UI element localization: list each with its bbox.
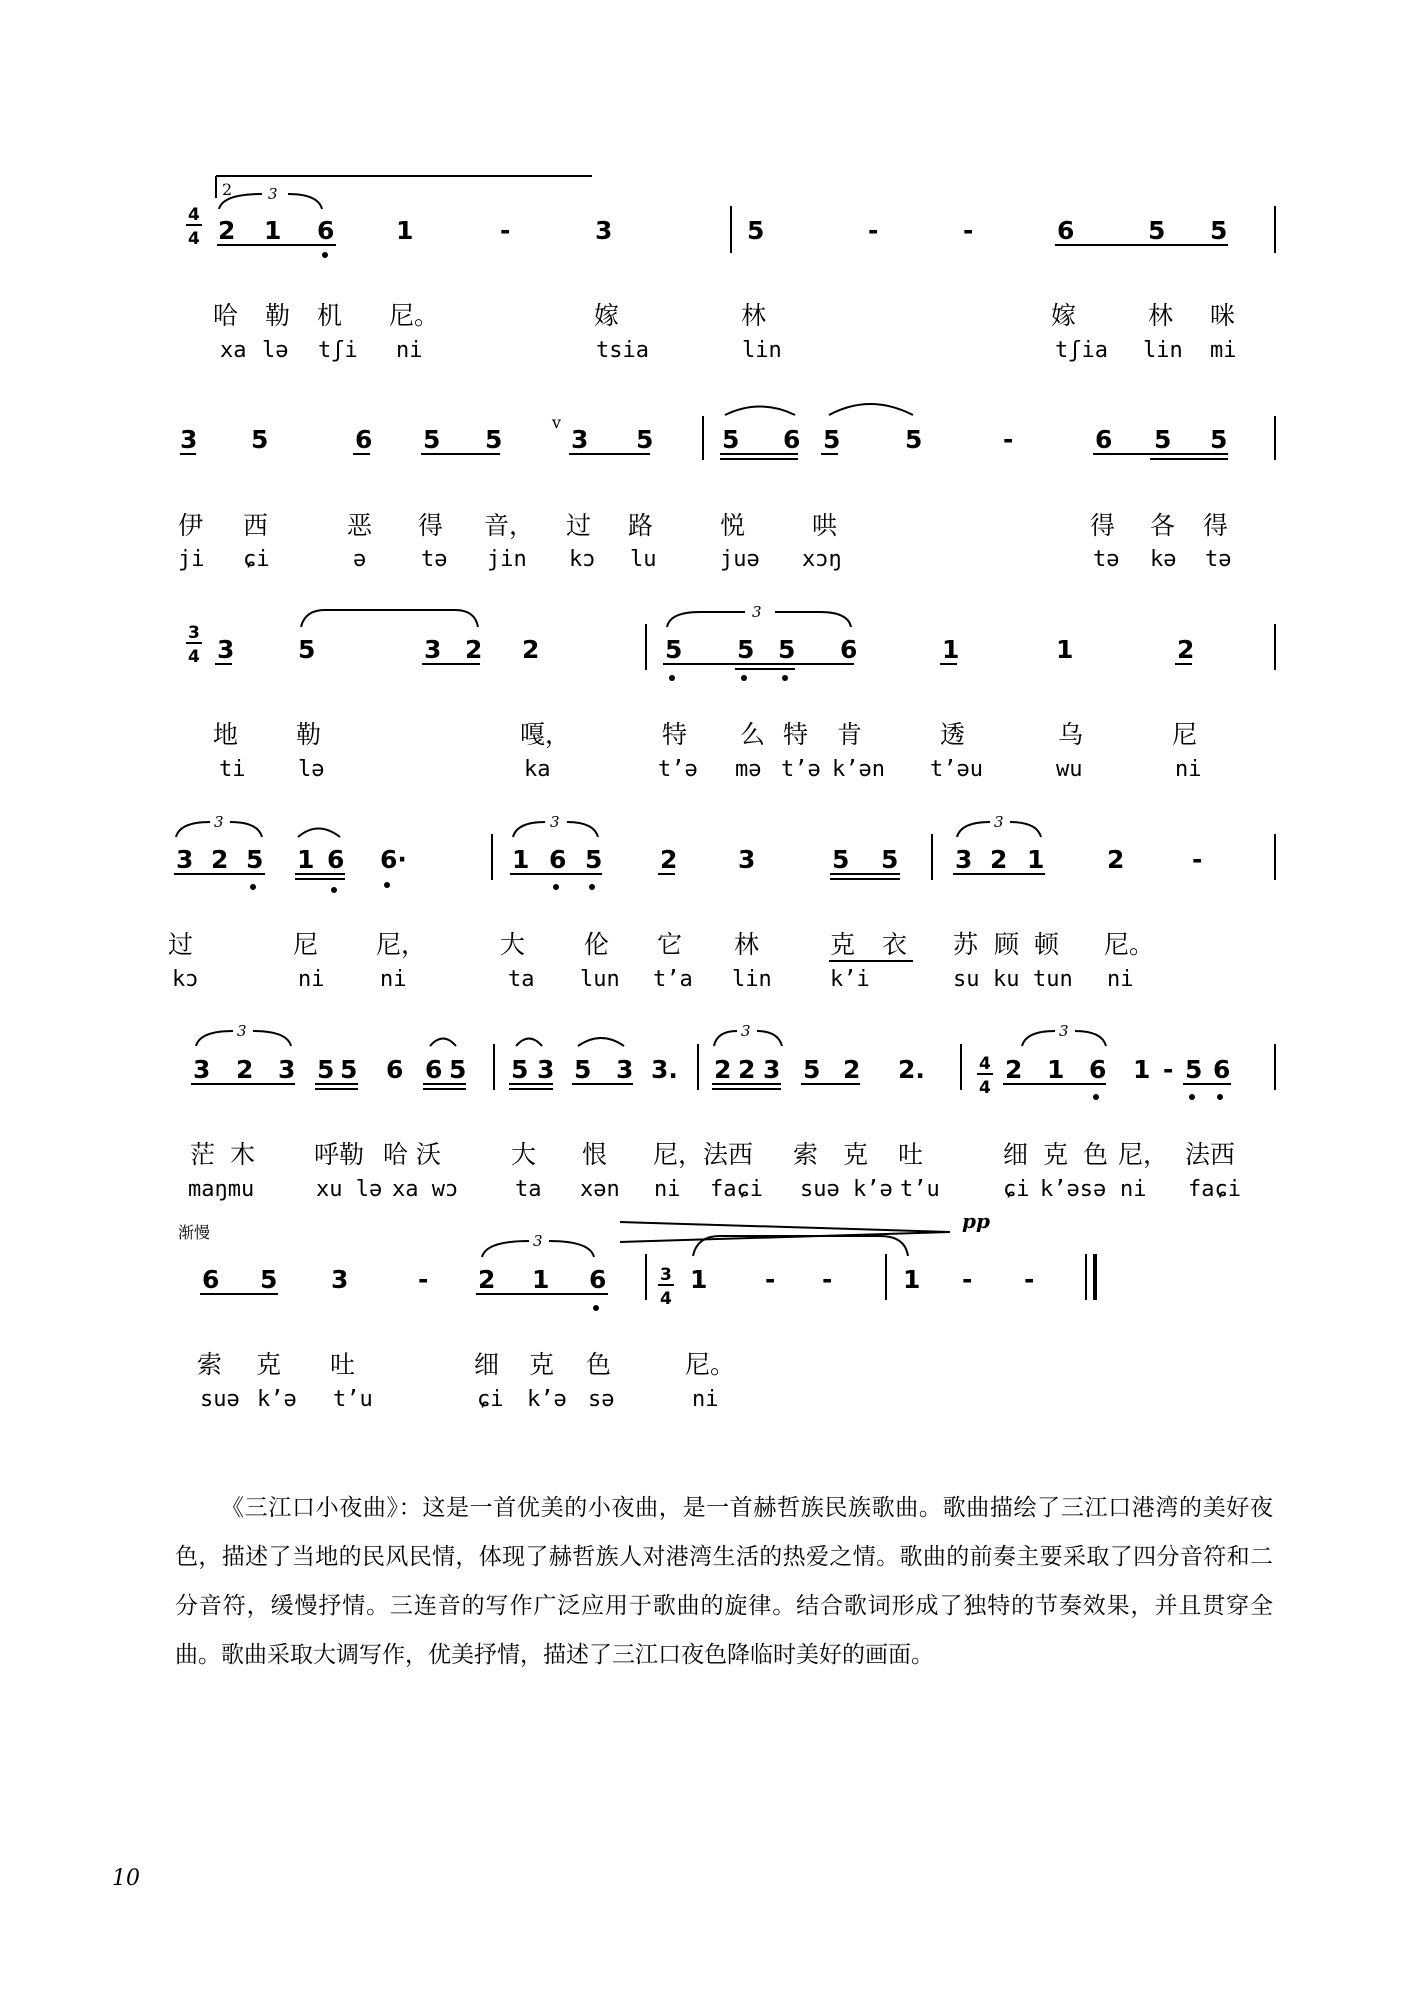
lyric: 么 xyxy=(740,720,766,749)
lyric: 过 xyxy=(566,511,592,540)
note: 6 xyxy=(386,1055,404,1084)
octave-dot xyxy=(322,252,328,258)
note: 3 xyxy=(571,425,589,454)
slur xyxy=(829,404,913,415)
triplet-bracket xyxy=(482,1241,529,1257)
note: 2 xyxy=(1107,845,1125,874)
note: 5 xyxy=(747,216,765,245)
note: 3 xyxy=(616,1055,634,1084)
octave-dot xyxy=(1217,1094,1223,1100)
note: 5 xyxy=(251,425,269,454)
lyric: 嘎， xyxy=(520,720,571,749)
lyric: 木 xyxy=(230,1140,256,1169)
note: 3. xyxy=(651,1055,678,1084)
note: 3 xyxy=(331,1265,349,1294)
decrescendo-hairpin xyxy=(620,1222,950,1232)
pinyin: ni xyxy=(396,338,423,363)
note: 5 xyxy=(340,1055,358,1084)
slur xyxy=(516,1039,542,1047)
dash: - xyxy=(963,216,974,245)
time-sig-denominator: 4 xyxy=(188,229,200,249)
system-4 xyxy=(168,813,1275,992)
triplet-mark: 3 xyxy=(752,603,762,621)
lyric: 恶 xyxy=(347,511,373,540)
triplet-bracket xyxy=(1010,822,1041,837)
time-sig-denominator: 4 xyxy=(979,1078,991,1098)
lyric: 衣 xyxy=(882,930,908,959)
note: 3 xyxy=(424,635,442,664)
dash: - xyxy=(418,1265,429,1294)
lyric: 沃 xyxy=(416,1140,442,1169)
note: 5 xyxy=(1148,216,1166,245)
lyric: 各 xyxy=(1150,511,1176,540)
slur xyxy=(725,407,795,416)
note: 2 xyxy=(478,1265,496,1294)
pinyin: lin xyxy=(742,338,782,363)
lyric: 克 xyxy=(1043,1140,1069,1169)
note: 5 xyxy=(1210,216,1228,245)
note: 1 xyxy=(512,845,530,874)
pinyin: ta xyxy=(508,967,535,992)
pinyin: suə k’ə xyxy=(800,1177,893,1202)
octave-dot xyxy=(589,884,595,890)
note: 1 xyxy=(297,845,315,874)
note: 5 xyxy=(803,1055,821,1084)
lyric: 茫 xyxy=(190,1140,216,1169)
pinyin: kɔ xyxy=(172,967,199,992)
pinyin: ji xyxy=(178,547,205,572)
note: 3 xyxy=(176,845,194,874)
lyric: 呼勒 xyxy=(314,1140,365,1169)
dash: - xyxy=(500,216,511,245)
slur xyxy=(301,610,478,627)
note: 5 xyxy=(317,1055,335,1084)
system-3 xyxy=(186,603,1275,782)
dash: - xyxy=(765,1265,776,1294)
pinyin: xu lə xyxy=(316,1177,383,1202)
note: 6· xyxy=(380,845,407,874)
triplet-mark: 3 xyxy=(268,185,278,203)
pinyin: ku xyxy=(993,967,1020,992)
lyric: 特 xyxy=(662,720,688,749)
note: 2 xyxy=(714,1055,732,1084)
note: 1 xyxy=(1056,635,1074,664)
triplet-bracket xyxy=(513,822,545,837)
note: 6 xyxy=(783,425,801,454)
triplet-mark: 3 xyxy=(214,813,224,831)
note: 5 xyxy=(449,1055,467,1084)
pinyin: k’ən xyxy=(832,757,885,782)
triplet-mark: 3 xyxy=(237,1022,247,1040)
pinyin: mə xyxy=(735,757,762,782)
note: 1 xyxy=(903,1265,921,1294)
triplet-bracket xyxy=(549,1241,594,1257)
note: 6 xyxy=(549,845,567,874)
lyric: 特 xyxy=(783,720,809,749)
pinyin: k’ə xyxy=(527,1387,567,1412)
lyric: 大 xyxy=(511,1140,537,1169)
triplet-mark: 3 xyxy=(1059,1022,1069,1040)
lyric: 悦 xyxy=(720,511,746,540)
pinyin: ni xyxy=(692,1387,719,1412)
triplet-bracket xyxy=(714,1031,737,1046)
octave-dot xyxy=(331,887,337,893)
note: 5 xyxy=(832,845,850,874)
lyric: 尼， xyxy=(376,930,427,959)
pinyin: tə xyxy=(421,547,448,572)
note: 3 xyxy=(595,216,613,245)
lyric: 得 xyxy=(1203,511,1229,540)
lyric: 克 xyxy=(529,1350,555,1379)
lyric: 林 xyxy=(1148,301,1174,330)
lyric: 克 xyxy=(843,1140,869,1169)
octave-dot xyxy=(250,884,256,890)
note: 5 xyxy=(574,1055,592,1084)
pinyin: k’ə xyxy=(257,1387,297,1412)
note: 5 xyxy=(585,845,603,874)
pinyin: tsia xyxy=(596,338,649,363)
volta-number: 2 xyxy=(222,180,233,199)
pinyin: lun xyxy=(580,967,620,992)
tempo-text: 渐慢 xyxy=(178,1223,211,1242)
lyric: 嫁 xyxy=(594,301,620,330)
pinyin: sə xyxy=(588,1387,615,1412)
song-description: 《三江口小夜曲》：这是一首优美的小夜曲，是一首赫哲族民族歌曲。歌曲描绘了三江口港湾的美好夜色，描述了当地的民风民情，体现了赫哲族人对港湾生活的热爱之情。歌曲的前奏主要采取了四分音符和二分音符，缓慢抒情。三连音的写作广泛应用于歌曲的旋律。结合歌词形成了独特的节奏效果，并且贯穿全曲。歌曲采取大调写作，优美抒情，描述了三江口夜色降临时美好的画面。 xyxy=(175,1495,1273,1668)
lyric: 克 xyxy=(256,1350,282,1379)
lyric: 色 xyxy=(1083,1140,1109,1169)
lyric: 林 xyxy=(734,930,760,959)
lyric: 尼。 xyxy=(685,1350,736,1379)
lyric: 尼 xyxy=(293,930,319,959)
lyric: 克 xyxy=(830,930,856,959)
lyric: 勒 xyxy=(265,301,291,330)
note: 2 xyxy=(218,216,236,245)
time-sig-denominator: 4 xyxy=(188,647,200,667)
note: 5 xyxy=(665,635,683,664)
lyric: 吐 xyxy=(898,1140,924,1169)
lyric: 法西 xyxy=(1185,1140,1236,1169)
note: 6 xyxy=(327,845,345,874)
slur xyxy=(578,1038,624,1046)
note: 6 xyxy=(589,1265,607,1294)
pinyin: faɕi xyxy=(1188,1177,1241,1202)
lyric: 顿 xyxy=(1034,930,1060,959)
pinyin: faɕi xyxy=(710,1177,763,1202)
lyric: 林 xyxy=(741,301,767,330)
octave-dot xyxy=(553,884,559,890)
triplet-mark: 3 xyxy=(533,1232,543,1250)
lyric: 勒 xyxy=(296,720,322,749)
lyric: 哄 xyxy=(812,511,838,540)
pinyin: t’u xyxy=(333,1387,373,1412)
pinyin: xa wɔ xyxy=(392,1177,459,1202)
pinyin: lə xyxy=(298,757,325,782)
triplet-mark: 3 xyxy=(994,813,1004,831)
lyric: 机 xyxy=(317,301,343,330)
triplet-bracket xyxy=(667,612,745,627)
triplet-bracket xyxy=(176,822,210,837)
pinyin: ni xyxy=(1120,1177,1147,1202)
note: 6 xyxy=(355,425,373,454)
pinyin: tə xyxy=(1205,547,1232,572)
note: 1 xyxy=(1027,845,1045,874)
time-sig-numerator: 3 xyxy=(660,1265,672,1285)
triplet-bracket xyxy=(567,822,598,837)
pinyin: tun xyxy=(1033,967,1073,992)
dash: - xyxy=(962,1265,973,1294)
triplet-mark: 3 xyxy=(741,1022,751,1040)
note: 3 xyxy=(278,1055,296,1084)
lyric: 音， xyxy=(484,511,535,540)
pinyin: k’i xyxy=(830,967,870,992)
pinyin: tʃia xyxy=(1055,338,1108,363)
note: 1 xyxy=(532,1265,550,1294)
note: 2 xyxy=(990,845,1008,874)
system-6 xyxy=(178,1209,1095,1412)
note: 2 xyxy=(465,635,483,664)
note: 1 xyxy=(690,1265,708,1294)
octave-dot xyxy=(384,882,390,888)
pinyin: su xyxy=(953,967,980,992)
pinyin: juə xyxy=(720,547,760,572)
lyric: 嫁 xyxy=(1051,301,1077,330)
pinyin: ka xyxy=(524,757,551,782)
lyric: 顾 xyxy=(994,930,1020,959)
note: 3 xyxy=(537,1055,555,1084)
pinyin: xɔŋ xyxy=(802,547,842,572)
note: 1 xyxy=(264,216,282,245)
triplet-bracket xyxy=(957,822,990,837)
note: 5 xyxy=(511,1055,529,1084)
slur xyxy=(430,1039,456,1047)
pinyin: ɕi xyxy=(1003,1177,1030,1202)
slur xyxy=(298,829,340,838)
note: 2 xyxy=(1177,635,1195,664)
lyric: 大 xyxy=(500,930,526,959)
lyric: 恨 xyxy=(582,1140,608,1169)
time-sig-numerator: 4 xyxy=(979,1054,991,1074)
lyric: 吐 xyxy=(330,1350,356,1379)
pinyin: ni xyxy=(1107,967,1134,992)
octave-dot xyxy=(782,675,788,681)
octave-dot xyxy=(593,1305,599,1311)
lyric: 哈 xyxy=(383,1140,409,1169)
note: 3 xyxy=(955,845,973,874)
note: 5 xyxy=(1185,1055,1203,1084)
pinyin: ɕi xyxy=(243,547,270,572)
note: 5 xyxy=(246,845,264,874)
lyric: 过 xyxy=(168,930,194,959)
triplet-bracket xyxy=(757,1031,782,1046)
note: 5 xyxy=(881,845,899,874)
pinyin: ɕi xyxy=(477,1387,504,1412)
lyric: 尼。 xyxy=(389,301,440,330)
time-sig-numerator: 3 xyxy=(188,623,200,643)
lyric: 肯 xyxy=(837,720,863,749)
pinyin: lin xyxy=(732,967,772,992)
system-1 xyxy=(186,176,1275,363)
note: 2 xyxy=(1005,1055,1023,1084)
note: 5 xyxy=(722,425,740,454)
time-sig-numerator: 4 xyxy=(188,205,200,225)
lyric: 透 xyxy=(940,720,966,749)
time-sig-denominator: 4 xyxy=(660,1289,672,1309)
note: 2 xyxy=(660,845,678,874)
triplet-bracket xyxy=(288,194,322,209)
note: 6 xyxy=(840,635,858,664)
note: 3 xyxy=(217,635,235,664)
pinyin: xa xyxy=(220,338,247,363)
pinyin: t’əu xyxy=(930,757,983,782)
lyric: 细 xyxy=(1003,1140,1029,1169)
note: 5 xyxy=(260,1265,278,1294)
lyric: 西 xyxy=(243,511,269,540)
lyric: 尼， xyxy=(1118,1140,1169,1169)
note: 5 xyxy=(1210,425,1228,454)
note: 5 xyxy=(636,425,654,454)
lyric: 尼，法西 xyxy=(653,1140,754,1169)
note: 3 xyxy=(763,1055,781,1084)
lyric: 地 xyxy=(213,720,239,749)
lyric: 索 xyxy=(197,1350,223,1379)
dash: - xyxy=(1003,425,1014,454)
pinyin: lu xyxy=(630,547,657,572)
note: 6 xyxy=(425,1055,443,1084)
note: 5 xyxy=(905,425,923,454)
note: 2 xyxy=(211,845,229,874)
pinyin: ni xyxy=(380,967,407,992)
note: 2 xyxy=(738,1055,756,1084)
pinyin: wu xyxy=(1056,757,1083,782)
note: 1 xyxy=(396,216,414,245)
lyric: 苏 xyxy=(953,930,979,959)
pinyin: lə xyxy=(262,338,289,363)
pinyin: lin xyxy=(1143,338,1183,363)
note: 5 xyxy=(485,425,503,454)
lyric: 尼。 xyxy=(1104,930,1155,959)
system-5 xyxy=(188,1022,1275,1202)
triplet-bracket xyxy=(775,612,851,627)
lyric: 伦 xyxy=(584,930,610,959)
triplet-bracket xyxy=(253,1031,291,1046)
note: 3 xyxy=(193,1055,211,1084)
pinyin: t’ə xyxy=(658,757,698,782)
octave-dot xyxy=(669,675,675,681)
dash: - xyxy=(1024,1265,1035,1294)
lyric: 伊 xyxy=(178,511,204,540)
breath-mark: v xyxy=(552,413,562,432)
note: 3 xyxy=(180,425,198,454)
pinyin: ti xyxy=(219,757,246,782)
pinyin: tʃi xyxy=(318,338,358,363)
note: 2 xyxy=(522,635,540,664)
dynamic-marking: pp xyxy=(962,1209,990,1233)
dash: - xyxy=(1192,845,1203,874)
pinyin: ta xyxy=(515,1177,542,1202)
note: 6 xyxy=(317,216,335,245)
lyric: 哈 xyxy=(213,301,239,330)
note: 5 xyxy=(778,635,796,664)
triplet-bracket xyxy=(1022,1031,1055,1046)
triplet-mark: 3 xyxy=(550,813,560,831)
pinyin: t’ə xyxy=(781,757,821,782)
dash: - xyxy=(1163,1055,1174,1084)
lyric: 索 xyxy=(793,1140,819,1169)
note: 5 xyxy=(823,425,841,454)
lyric: 细 xyxy=(474,1350,500,1379)
triplet-bracket xyxy=(1075,1031,1106,1046)
lyric: 色 xyxy=(586,1350,612,1379)
octave-dot xyxy=(1189,1094,1195,1100)
note: 1 xyxy=(1047,1055,1065,1084)
note: 6 xyxy=(1057,216,1075,245)
triplet-bracket xyxy=(230,822,262,837)
pinyin: ni xyxy=(1175,757,1202,782)
note: 5 xyxy=(423,425,441,454)
pinyin: k’əsə xyxy=(1040,1177,1107,1202)
lyric: 尼 xyxy=(1172,720,1198,749)
note: 2 xyxy=(236,1055,254,1084)
lyric: 它 xyxy=(657,930,683,959)
pinyin: ni xyxy=(654,1177,681,1202)
lyric: 得 xyxy=(418,511,444,540)
octave-dot xyxy=(741,675,747,681)
note: 6 xyxy=(1089,1055,1107,1084)
system-2 xyxy=(178,404,1275,572)
note: 1 xyxy=(942,635,960,664)
note: 2 xyxy=(843,1055,861,1084)
pinyin: kɔ xyxy=(569,547,596,572)
note: 6 xyxy=(202,1265,220,1294)
pinyin: t’a xyxy=(653,967,693,992)
note: 6 xyxy=(1213,1055,1231,1084)
lyric: 得 xyxy=(1090,511,1116,540)
pinyin: kə xyxy=(1150,547,1177,572)
octave-dot xyxy=(1093,1094,1099,1100)
pinyin: jin xyxy=(487,547,527,572)
note: 5 xyxy=(298,635,316,664)
note: 5 xyxy=(737,635,755,664)
note: 1 xyxy=(1133,1055,1151,1084)
pinyin: t’u xyxy=(900,1177,940,1202)
lyric: 乌 xyxy=(1058,720,1084,749)
dash: - xyxy=(868,216,879,245)
note: 6 xyxy=(1095,425,1113,454)
note: 3 xyxy=(738,845,756,874)
note: 5 xyxy=(1154,425,1172,454)
pinyin: ni xyxy=(298,967,325,992)
pinyin: ə xyxy=(353,547,367,572)
pinyin: mi xyxy=(1210,338,1237,363)
pinyin: tə xyxy=(1093,547,1120,572)
lyric: 路 xyxy=(628,511,654,540)
page-number: 10 xyxy=(112,1866,140,1891)
pinyin: xən xyxy=(580,1177,620,1202)
pinyin: suə xyxy=(200,1387,240,1412)
lyric: 咪 xyxy=(1210,301,1236,330)
dash: - xyxy=(822,1265,833,1294)
triplet-bracket xyxy=(196,1031,233,1046)
pinyin: maŋmu xyxy=(188,1177,255,1202)
note: 2. xyxy=(898,1055,925,1084)
